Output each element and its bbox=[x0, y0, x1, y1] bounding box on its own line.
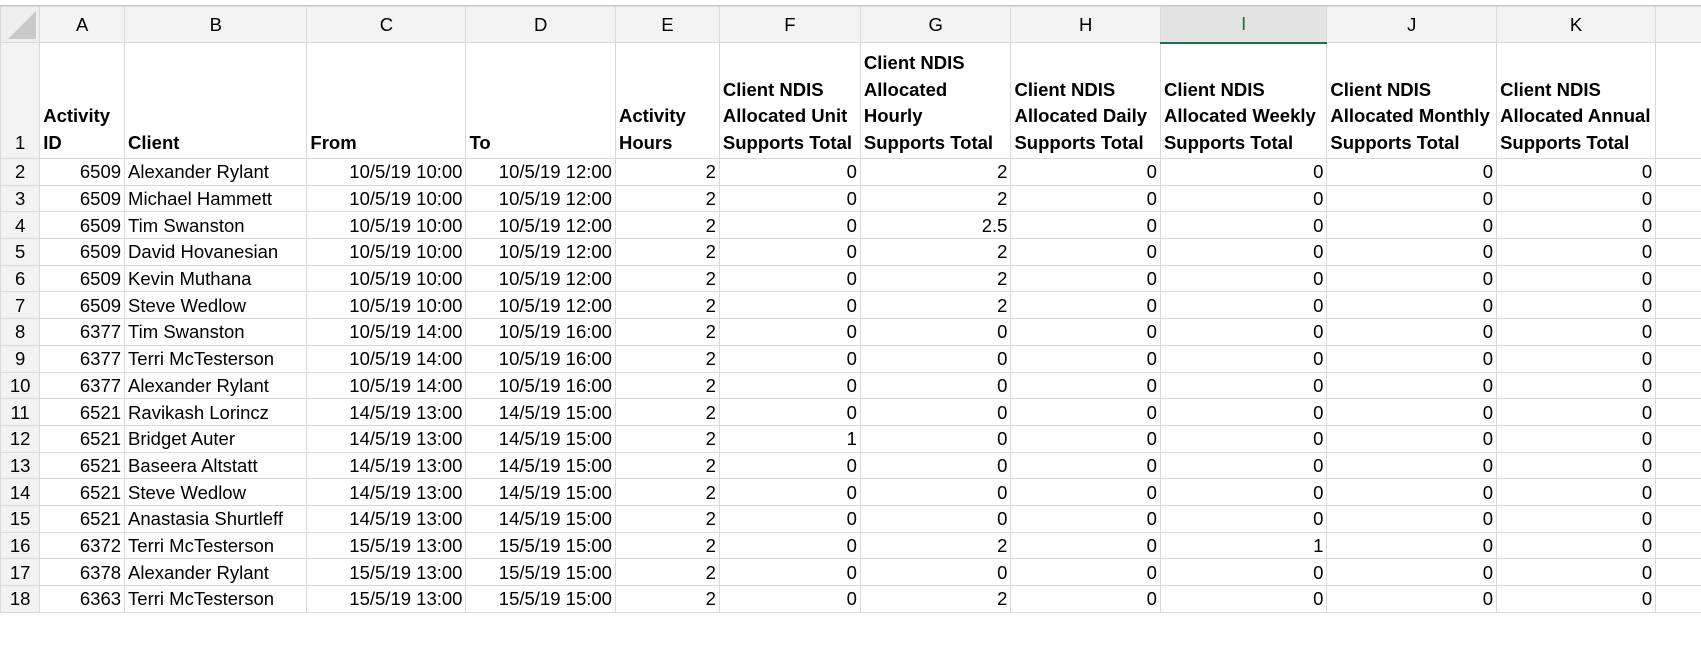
cell-d[interactable]: 14/5/19 15:00 bbox=[466, 399, 616, 426]
header-cell-f[interactable]: Client NDIS Allocated Unit Supports Total bbox=[719, 43, 860, 159]
cell-h[interactable]: 0 bbox=[1011, 265, 1161, 292]
cell-a[interactable]: 6378 bbox=[40, 559, 125, 586]
cell-d[interactable]: 14/5/19 15:00 bbox=[466, 452, 616, 479]
cell-k[interactable]: 0 bbox=[1497, 239, 1656, 266]
cell-d[interactable]: 14/5/19 15:00 bbox=[466, 425, 616, 452]
cell-a[interactable]: 6521 bbox=[40, 452, 125, 479]
cell-f[interactable]: 0 bbox=[719, 372, 860, 399]
cell-e[interactable]: 2 bbox=[615, 399, 719, 426]
table-row bbox=[1, 505, 1701, 532]
cell-i[interactable]: 0 bbox=[1160, 505, 1326, 532]
header-cell-j[interactable]: Client NDIS Allocated Monthly Supports Total bbox=[1327, 43, 1497, 159]
header-cell-i[interactable]: Client NDIS Allocated Weekly Supports Total bbox=[1160, 43, 1326, 159]
cell-f[interactable]: 0 bbox=[719, 212, 860, 239]
cell-b[interactable]: Alexander Rylant bbox=[125, 559, 307, 586]
row-header[interactable]: 6 bbox=[1, 265, 40, 292]
cell-g[interactable]: 0 bbox=[860, 345, 1011, 372]
cell-c[interactable]: 10/5/19 10:00 bbox=[307, 212, 466, 239]
cell-d[interactable]: 10/5/19 12:00 bbox=[466, 185, 616, 212]
cell-d[interactable]: 10/5/19 12:00 bbox=[466, 212, 616, 239]
cell-c[interactable]: 10/5/19 10:00 bbox=[307, 265, 466, 292]
row-header[interactable]: 7 bbox=[1, 292, 40, 319]
row-header[interactable]: 10 bbox=[1, 372, 40, 399]
empty-cell[interactable] bbox=[1656, 425, 1701, 452]
empty-cell[interactable] bbox=[1656, 559, 1701, 586]
cell-d[interactable]: 10/5/19 16:00 bbox=[466, 372, 616, 399]
cell-h[interactable]: 0 bbox=[1011, 159, 1161, 186]
column-header-h[interactable]: H bbox=[1011, 7, 1161, 43]
cell-f[interactable]: 0 bbox=[719, 159, 860, 186]
cell-a[interactable]: 6377 bbox=[40, 372, 125, 399]
cell-b[interactable]: Kevin Muthana bbox=[125, 265, 307, 292]
cell-h[interactable]: 0 bbox=[1011, 532, 1161, 559]
cell-a[interactable]: 6377 bbox=[40, 319, 125, 346]
cell-a[interactable]: 6509 bbox=[40, 265, 125, 292]
table-row bbox=[1, 265, 1701, 292]
row-header[interactable]: 17 bbox=[1, 559, 40, 586]
cell-c[interactable]: 10/5/19 10:00 bbox=[307, 159, 466, 186]
cell-e[interactable]: 2 bbox=[615, 372, 719, 399]
header-cell-d[interactable]: To bbox=[466, 43, 616, 159]
cell-k[interactable]: 0 bbox=[1497, 212, 1656, 239]
empty-cell[interactable] bbox=[1656, 505, 1701, 532]
cell-d[interactable]: 14/5/19 15:00 bbox=[466, 505, 616, 532]
cell-b[interactable]: Tim Swanston bbox=[125, 319, 307, 346]
cell-j[interactable]: 0 bbox=[1327, 265, 1497, 292]
cell-h[interactable]: 0 bbox=[1011, 399, 1161, 426]
cell-h[interactable]: 0 bbox=[1011, 319, 1161, 346]
cell-g[interactable]: 0 bbox=[860, 479, 1011, 506]
cell-e[interactable]: 2 bbox=[615, 319, 719, 346]
cell-b[interactable]: Tim Swanston bbox=[125, 212, 307, 239]
cell-k[interactable]: 0 bbox=[1497, 505, 1656, 532]
empty-cell[interactable] bbox=[1656, 159, 1701, 186]
cell-j[interactable]: 0 bbox=[1327, 212, 1497, 239]
cell-j[interactable]: 0 bbox=[1327, 425, 1497, 452]
empty-cell[interactable] bbox=[1656, 292, 1701, 319]
column-header-d[interactable]: D bbox=[466, 7, 616, 43]
cell-e[interactable]: 2 bbox=[615, 185, 719, 212]
column-header-b[interactable]: B bbox=[125, 7, 307, 43]
cell-e[interactable]: 2 bbox=[615, 479, 719, 506]
cell-j[interactable]: 0 bbox=[1327, 372, 1497, 399]
empty-cell[interactable] bbox=[1656, 212, 1701, 239]
cell-h[interactable]: 0 bbox=[1011, 586, 1161, 613]
header-cell-g[interactable]: Client NDIS Allocated Hourly Supports Total bbox=[860, 43, 1011, 159]
cell-j[interactable]: 0 bbox=[1327, 399, 1497, 426]
cell-b[interactable]: Steve Wedlow bbox=[125, 292, 307, 319]
cell-f[interactable]: 0 bbox=[719, 265, 860, 292]
cell-e[interactable]: 2 bbox=[615, 425, 719, 452]
cell-e[interactable]: 2 bbox=[615, 265, 719, 292]
empty-cell[interactable] bbox=[1656, 239, 1701, 266]
cell-j[interactable]: 0 bbox=[1327, 559, 1497, 586]
cell-g[interactable]: 2 bbox=[860, 239, 1011, 266]
header-row bbox=[1, 43, 1701, 159]
cell-h[interactable]: 0 bbox=[1011, 212, 1161, 239]
table-row bbox=[1, 399, 1701, 426]
cell-e[interactable]: 2 bbox=[615, 212, 719, 239]
table-row bbox=[1, 452, 1701, 479]
cell-a[interactable]: 6509 bbox=[40, 212, 125, 239]
cell-b[interactable]: Ravikash Lorincz bbox=[125, 399, 307, 426]
cell-d[interactable]: 10/5/19 12:00 bbox=[466, 265, 616, 292]
cell-f[interactable]: 0 bbox=[719, 532, 860, 559]
row-header[interactable]: 9 bbox=[1, 345, 40, 372]
row-header[interactable]: 13 bbox=[1, 452, 40, 479]
cell-a[interactable]: 6521 bbox=[40, 399, 125, 426]
table-row bbox=[1, 159, 1701, 186]
cell-c[interactable]: 10/5/19 14:00 bbox=[307, 345, 466, 372]
cell-g[interactable]: 2 bbox=[860, 265, 1011, 292]
cell-f[interactable]: 0 bbox=[719, 479, 860, 506]
select-all-icon bbox=[8, 11, 36, 39]
cell-b[interactable]: Baseera Altstatt bbox=[125, 452, 307, 479]
cell-d[interactable]: 10/5/19 16:00 bbox=[466, 319, 616, 346]
cell-b[interactable]: Bridget Auter bbox=[125, 425, 307, 452]
cell-c[interactable]: 14/5/19 13:00 bbox=[307, 399, 466, 426]
cell-f[interactable]: 0 bbox=[719, 185, 860, 212]
cell-c[interactable]: 10/5/19 10:00 bbox=[307, 185, 466, 212]
cell-i[interactable]: 0 bbox=[1160, 319, 1326, 346]
empty-cell[interactable] bbox=[1656, 265, 1701, 292]
cell-f[interactable]: 0 bbox=[719, 559, 860, 586]
empty-cell[interactable] bbox=[1656, 452, 1701, 479]
column-header-g[interactable]: G bbox=[860, 7, 1011, 43]
table-row bbox=[1, 586, 1701, 613]
cell-i[interactable]: 0 bbox=[1160, 185, 1326, 212]
cell-j[interactable]: 0 bbox=[1327, 479, 1497, 506]
cell-i[interactable]: 0 bbox=[1160, 265, 1326, 292]
cell-k[interactable]: 0 bbox=[1497, 425, 1656, 452]
table-row bbox=[1, 532, 1701, 559]
cell-j[interactable]: 0 bbox=[1327, 532, 1497, 559]
row-header[interactable]: 11 bbox=[1, 399, 40, 426]
cell-j[interactable]: 0 bbox=[1327, 505, 1497, 532]
cell-c[interactable]: 10/5/19 10:00 bbox=[307, 292, 466, 319]
row-header[interactable]: 4 bbox=[1, 212, 40, 239]
row-header[interactable]: 12 bbox=[1, 425, 40, 452]
cell-a[interactable]: 6521 bbox=[40, 425, 125, 452]
cell-g[interactable]: 2.5 bbox=[860, 212, 1011, 239]
cell-f[interactable]: 0 bbox=[719, 319, 860, 346]
row-header[interactable]: 18 bbox=[1, 586, 40, 613]
table-row bbox=[1, 292, 1701, 319]
table-row bbox=[1, 239, 1701, 266]
cell-k[interactable]: 0 bbox=[1497, 479, 1656, 506]
row-header-1[interactable]: 1 bbox=[1, 43, 40, 159]
cell-g[interactable]: 2 bbox=[860, 532, 1011, 559]
cell-c[interactable]: 10/5/19 14:00 bbox=[307, 372, 466, 399]
select-all-corner[interactable] bbox=[1, 7, 40, 43]
cell-d[interactable]: 15/5/19 15:00 bbox=[466, 586, 616, 613]
cell-f[interactable]: 0 bbox=[719, 345, 860, 372]
cell-e[interactable]: 2 bbox=[615, 452, 719, 479]
cell-g[interactable]: 2 bbox=[860, 185, 1011, 212]
cell-c[interactable]: 10/5/19 14:00 bbox=[307, 319, 466, 346]
cell-c[interactable]: 14/5/19 13:00 bbox=[307, 425, 466, 452]
cell-i[interactable]: 0 bbox=[1160, 212, 1326, 239]
cell-j[interactable]: 0 bbox=[1327, 452, 1497, 479]
cell-a[interactable]: 6521 bbox=[40, 479, 125, 506]
cell-h[interactable]: 0 bbox=[1011, 479, 1161, 506]
cell-j[interactable]: 0 bbox=[1327, 345, 1497, 372]
row-header[interactable]: 3 bbox=[1, 185, 40, 212]
header-cell-a[interactable]: Activity ID bbox=[40, 43, 125, 159]
cell-k[interactable]: 0 bbox=[1497, 399, 1656, 426]
cell-h[interactable]: 0 bbox=[1011, 345, 1161, 372]
cell-k[interactable]: 0 bbox=[1497, 292, 1656, 319]
cell-a[interactable]: 6509 bbox=[40, 185, 125, 212]
cell-g[interactable]: 2 bbox=[860, 292, 1011, 319]
cell-e[interactable]: 2 bbox=[615, 239, 719, 266]
cell-e[interactable]: 2 bbox=[615, 159, 719, 186]
cell-j[interactable]: 0 bbox=[1327, 159, 1497, 186]
cell-j[interactable]: 0 bbox=[1327, 586, 1497, 613]
cell-f[interactable]: 0 bbox=[719, 292, 860, 319]
empty-cell[interactable] bbox=[1656, 185, 1701, 212]
cell-g[interactable]: 0 bbox=[860, 319, 1011, 346]
cell-j[interactable]: 0 bbox=[1327, 185, 1497, 212]
cell-d[interactable]: 10/5/19 12:00 bbox=[466, 239, 616, 266]
cell-f[interactable]: 0 bbox=[719, 239, 860, 266]
cell-d[interactable]: 15/5/19 15:00 bbox=[466, 532, 616, 559]
header-cell-e[interactable]: Activity Hours bbox=[615, 43, 719, 159]
column-header-row bbox=[1, 7, 1701, 43]
table-row bbox=[1, 425, 1701, 452]
header-cell-b[interactable]: Client bbox=[125, 43, 307, 159]
cell-b[interactable]: Steve Wedlow bbox=[125, 479, 307, 506]
cell-a[interactable]: 6363 bbox=[40, 586, 125, 613]
cell-a[interactable]: 6509 bbox=[40, 239, 125, 266]
cell-h[interactable]: 0 bbox=[1011, 372, 1161, 399]
cell-i[interactable]: 0 bbox=[1160, 479, 1326, 506]
cell-a[interactable]: 6377 bbox=[40, 345, 125, 372]
column-header-e[interactable]: E bbox=[615, 7, 719, 43]
cell-a[interactable]: 6509 bbox=[40, 292, 125, 319]
column-header-j[interactable]: J bbox=[1327, 7, 1497, 43]
cell-c[interactable]: 15/5/19 13:00 bbox=[307, 586, 466, 613]
cell-d[interactable]: 14/5/19 15:00 bbox=[466, 479, 616, 506]
row-header[interactable]: 2 bbox=[1, 159, 40, 186]
cell-e[interactable]: 2 bbox=[615, 505, 719, 532]
cell-b[interactable]: Terri McTesterson bbox=[125, 532, 307, 559]
empty-cell[interactable] bbox=[1656, 479, 1701, 506]
cell-g[interactable]: 0 bbox=[860, 452, 1011, 479]
cell-k[interactable]: 0 bbox=[1497, 319, 1656, 346]
cell-k[interactable]: 0 bbox=[1497, 345, 1656, 372]
cell-i[interactable]: 0 bbox=[1160, 345, 1326, 372]
cell-h[interactable]: 0 bbox=[1011, 239, 1161, 266]
cell-h[interactable]: 0 bbox=[1011, 452, 1161, 479]
cell-i[interactable]: 1 bbox=[1160, 532, 1326, 559]
cell-a[interactable]: 6372 bbox=[40, 532, 125, 559]
table-row bbox=[1, 559, 1701, 586]
cell-k[interactable]: 0 bbox=[1497, 372, 1656, 399]
cell-j[interactable]: 0 bbox=[1327, 239, 1497, 266]
header-cell-h[interactable]: Client NDIS Allocated Daily Supports Total bbox=[1011, 43, 1161, 159]
column-header-k[interactable]: K bbox=[1497, 7, 1656, 43]
cell-d[interactable]: 10/5/19 16:00 bbox=[466, 345, 616, 372]
cell-g[interactable]: 0 bbox=[860, 372, 1011, 399]
cell-k[interactable]: 0 bbox=[1497, 265, 1656, 292]
cell-e[interactable]: 2 bbox=[615, 292, 719, 319]
cell-e[interactable]: 2 bbox=[615, 345, 719, 372]
header-cell-k[interactable]: Client NDIS Allocated Annual Supports Total bbox=[1497, 43, 1656, 159]
cell-k[interactable]: 0 bbox=[1497, 532, 1656, 559]
cell-d[interactable]: 10/5/19 12:00 bbox=[466, 292, 616, 319]
cell-i[interactable]: 0 bbox=[1160, 425, 1326, 452]
cell-g[interactable]: 2 bbox=[860, 159, 1011, 186]
cell-b[interactable]: Alexander Rylant bbox=[125, 159, 307, 186]
column-header-i[interactable]: I bbox=[1160, 7, 1326, 43]
cell-c[interactable]: 14/5/19 13:00 bbox=[307, 452, 466, 479]
cell-d[interactable]: 10/5/19 12:00 bbox=[466, 159, 616, 186]
table-row bbox=[1, 212, 1701, 239]
cell-b[interactable]: Terri McTesterson bbox=[125, 586, 307, 613]
column-header-a[interactable]: A bbox=[40, 7, 125, 43]
cell-e[interactable]: 2 bbox=[615, 559, 719, 586]
row-header[interactable]: 8 bbox=[1, 319, 40, 346]
table-row bbox=[1, 185, 1701, 212]
row-header[interactable]: 15 bbox=[1, 505, 40, 532]
cell-b[interactable]: Anastasia Shurtleff bbox=[125, 505, 307, 532]
cell-e[interactable]: 2 bbox=[615, 586, 719, 613]
cell-f[interactable]: 0 bbox=[719, 505, 860, 532]
cell-b[interactable]: Michael Hammett bbox=[125, 185, 307, 212]
cell-c[interactable]: 14/5/19 13:00 bbox=[307, 505, 466, 532]
cell-i[interactable]: 0 bbox=[1160, 559, 1326, 586]
cell-g[interactable]: 0 bbox=[860, 425, 1011, 452]
cell-i[interactable]: 0 bbox=[1160, 586, 1326, 613]
empty-cell[interactable] bbox=[1656, 345, 1701, 372]
cell-f[interactable]: 1 bbox=[719, 425, 860, 452]
cell-a[interactable]: 6521 bbox=[40, 505, 125, 532]
cell-d[interactable]: 15/5/19 15:00 bbox=[466, 559, 616, 586]
cell-c[interactable]: 10/5/19 10:00 bbox=[307, 239, 466, 266]
cell-b[interactable]: David Hovanesian bbox=[125, 239, 307, 266]
row-header[interactable]: 16 bbox=[1, 532, 40, 559]
cell-k[interactable]: 0 bbox=[1497, 559, 1656, 586]
cell-c[interactable]: 15/5/19 13:00 bbox=[307, 559, 466, 586]
cell-h[interactable]: 0 bbox=[1011, 505, 1161, 532]
cell-f[interactable]: 0 bbox=[719, 452, 860, 479]
table-row bbox=[1, 319, 1701, 346]
cell-h[interactable]: 0 bbox=[1011, 559, 1161, 586]
cell-k[interactable]: 0 bbox=[1497, 586, 1656, 613]
row-header[interactable]: 14 bbox=[1, 479, 40, 506]
cell-c[interactable]: 15/5/19 13:00 bbox=[307, 532, 466, 559]
empty-cell[interactable] bbox=[1656, 532, 1701, 559]
cell-j[interactable]: 0 bbox=[1327, 319, 1497, 346]
column-header-overflow[interactable] bbox=[1656, 7, 1701, 43]
cell-k[interactable]: 0 bbox=[1497, 159, 1656, 186]
cell-g[interactable]: 0 bbox=[860, 559, 1011, 586]
cell-b[interactable]: Alexander Rylant bbox=[125, 372, 307, 399]
cell-i[interactable]: 0 bbox=[1160, 292, 1326, 319]
cell-h[interactable]: 0 bbox=[1011, 292, 1161, 319]
empty-cell[interactable] bbox=[1656, 399, 1701, 426]
cell-h[interactable]: 0 bbox=[1011, 185, 1161, 212]
cell-g[interactable]: 0 bbox=[860, 505, 1011, 532]
cell-k[interactable]: 0 bbox=[1497, 452, 1656, 479]
grid-table bbox=[0, 6, 1701, 613]
column-header-f[interactable]: F bbox=[719, 7, 860, 43]
cell-g[interactable]: 2 bbox=[860, 586, 1011, 613]
cell-i[interactable]: 0 bbox=[1160, 372, 1326, 399]
cell-i[interactable]: 0 bbox=[1160, 452, 1326, 479]
cell-e[interactable]: 2 bbox=[615, 532, 719, 559]
cell-k[interactable]: 0 bbox=[1497, 185, 1656, 212]
cell-f[interactable]: 0 bbox=[719, 399, 860, 426]
cell-b[interactable]: Terri McTesterson bbox=[125, 345, 307, 372]
cell-i[interactable]: 0 bbox=[1160, 159, 1326, 186]
cell-g[interactable]: 0 bbox=[860, 399, 1011, 426]
empty-cell[interactable] bbox=[1656, 586, 1701, 613]
row-header[interactable]: 5 bbox=[1, 239, 40, 266]
cell-h[interactable]: 0 bbox=[1011, 425, 1161, 452]
empty-cell[interactable] bbox=[1656, 319, 1701, 346]
cell-c[interactable]: 14/5/19 13:00 bbox=[307, 479, 466, 506]
table-row bbox=[1, 345, 1701, 372]
cell-i[interactable]: 0 bbox=[1160, 239, 1326, 266]
header-cell-c[interactable]: From bbox=[307, 43, 466, 159]
cell-f[interactable]: 0 bbox=[719, 586, 860, 613]
spreadsheet-grid bbox=[0, 6, 1701, 668]
table-row bbox=[1, 372, 1701, 399]
table-row bbox=[1, 479, 1701, 506]
empty-cell[interactable] bbox=[1656, 372, 1701, 399]
cell-i[interactable]: 0 bbox=[1160, 399, 1326, 426]
column-header-c[interactable]: C bbox=[307, 7, 466, 43]
cell-a[interactable]: 6509 bbox=[40, 159, 125, 186]
cell-j[interactable]: 0 bbox=[1327, 292, 1497, 319]
empty-cell[interactable] bbox=[1656, 43, 1701, 159]
